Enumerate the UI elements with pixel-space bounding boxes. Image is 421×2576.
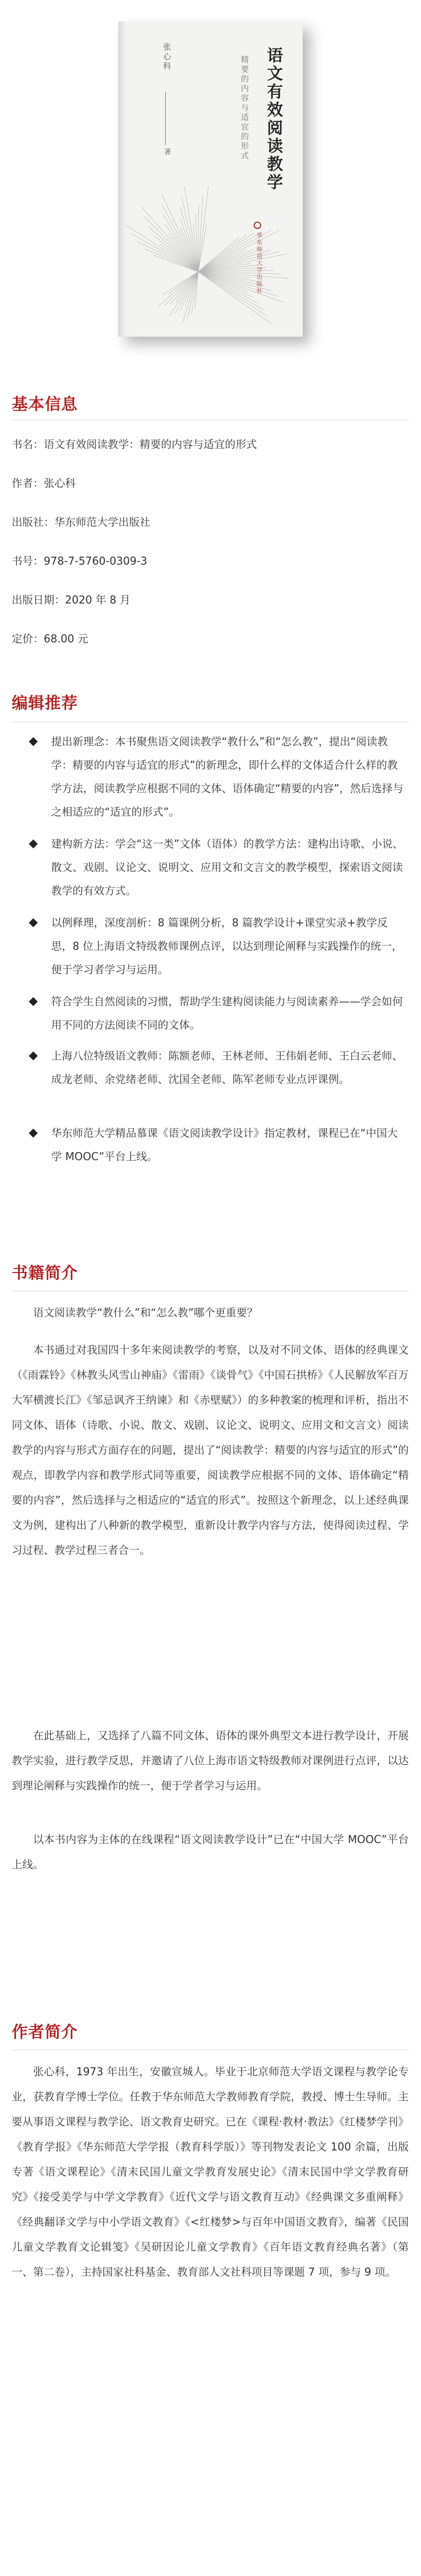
diamond-bullet-icon: ◆: [29, 735, 38, 748]
info-price: 定价：68.00 元: [12, 632, 88, 645]
recommendation-item: ◆ 建构新方法：学会“这一类”文体（语体）的教学方法：建构出诗歌、小说、散文、戏剧、议论文、说明文、应用文和文言文的教学模型，探索语文阅读教学的有效方式。: [29, 837, 403, 897]
intro-heading: 书籍简介: [12, 1264, 78, 1283]
diamond-bullet-icon: ◆: [29, 837, 38, 850]
recommendation-section: [0, 682, 421, 1236]
cover-art-line: [158, 272, 198, 307]
basic-info-section: [0, 379, 421, 680]
diamond-bullet-icon: ◆: [29, 994, 38, 1008]
recommendation-item: ◆ 提出新理念：本书聚焦语文阅读教学“教什么”和“怎么教”，提出“阅读教学：精要的内容与适宜的形式”的新理念，即什么样的文体适合什么样的教学方法，阅读教学应根据不同的文体、语体确定“精要的内容”，然后选择与之相适应的“适宜的形式”。: [29, 735, 403, 818]
cover-art-line: [198, 205, 199, 272]
author-heading: 作者简介: [12, 2023, 78, 2042]
recommendation-item: ◆ 以例释理，深度剖析：8 篇课例分析，8 篇教学设计+课堂实录+教学反思，8 位上海语文特级教师课例点评，以达到理论阐释与实践操作的统一，便于学习者学习与运用。: [29, 916, 403, 976]
cover-art-line: [198, 249, 255, 272]
diamond-bullet-icon: ◆: [29, 1126, 38, 1139]
intro-paragraph: 以本书内容为主体的在线课程“语文阅读教学设计”已在“中国大学 MOOC”平台上线。: [12, 1833, 409, 1871]
info-publisher: 出版社：华东师范大学出版社: [12, 516, 150, 528]
cover-author-rule: [165, 92, 166, 145]
intro-paragraph: 本书通过对我国四十多年来阅读教学的考察，以及对不同文体、语体的经典课文（《雨霖铃》《林教头风雪山神庙》《雷雨》《谈骨气》《中国石拱桥》《人民解放军百万大军横渡长江》《邹忌讽齐王纳谏》和《赤壁赋》）的多种教案的梳理和评析，指出不同文体、语体（诗歌、小说、散文、戏剧、议论文、说明文、应用文和文言文）阅读教学的内容与形式方面存在的问题，提出了“阅读教学：精要的内容与适宜的形式”的观点，即教学内容和教学形式同等重要，阅读教学应根据不同的文体、语体确定“精要的内容”，然后选择与之相适应的“适宜的形式”。按照这个新理念，以上述经典课文为例，建构出了八种新的教学模型，重新设计教学内容与方法，使得阅读过程、学习过程、教学过程三者合一。: [12, 1343, 409, 1556]
cover-art-line: [149, 226, 198, 272]
recommendation-item: ◆ 华东师范大学精品慕课《语文阅读教学设计》指定教材，课程已在“中国大学 MOOC”平台上线。: [29, 1126, 398, 1163]
cover-art-line: [198, 272, 253, 297]
cover-title: 语文有效阅读教学: [264, 47, 282, 192]
cover-author: 张心科: [162, 43, 172, 71]
info-pub-date: 出版日期：2020 年 8 月: [12, 593, 131, 606]
diamond-bullet-icon: ◆: [29, 916, 38, 929]
cover-art-line: [169, 272, 198, 316]
info-book-title: 书名：语文有效阅读教学：精要的内容与适宜的形式: [12, 438, 257, 451]
recommendation-item: ◆ 上海八位特级语文教师：陈额老师、王林老师、王伟娟老师、王白云老师、成龙老师、余党绪老师、沈国全老师、陈军老师专业点评课例。: [29, 1049, 403, 1086]
cover-art-line: [141, 207, 198, 272]
book-cover-image: [118, 21, 303, 337]
cover-area: [0, 0, 421, 378]
recommendation-heading: 编辑推荐: [12, 694, 78, 713]
recommendation-item: ◆ 符合学生自然阅读的习惯，帮助学生建构阅读能力与阅读素养——学会如何用不同的方法阅读不同的文体。: [29, 994, 403, 1031]
diamond-bullet-icon: ◆: [29, 1049, 38, 1062]
cover-art-line: [198, 272, 284, 303]
publisher-logo-icon: [254, 222, 261, 229]
cover-art-line: [198, 224, 207, 272]
info-author: 作者：张心科: [12, 477, 76, 490]
info-isbn: 书号：978-7-5760-0309-3: [12, 555, 148, 567]
cover-subtitle: 精要的内容与适宜的形式: [240, 55, 249, 161]
cover-art-line: [198, 195, 203, 272]
author-paragraph: 张心科，1973 年出生，安徽宣城人。毕业于北京师范大学语文课程与教学论专业，获教育学博士学位。任教于华东师范大学教师教育学院，教授、博士生导师。主要从事语文课程与教学论、语文教育史研究。已在《课程·教材·教法》《红楼梦学刊》《教育学报》《华东师范大学学报（教育科学版）》等刊物发表论文 100 余篇，出版专著《语文课程论》《清末民国儿童文学教育发展史论》《清末民国中学文学教育研究》《接受美学与中学文学教育》《近代文学与语文教育互动》《经典课文多重阐释》《经典翻译文学与中小学语文教育》《<红楼梦>与百年中国语文教育》，编著《民国儿童文学教育文论辑笺》《吴研因论儿童文学教育》《百年语文教育经典名著》（第一、第二卷），主持国家社科基金、教育部人文社科项目等课题 7 项，参与 9 项。: [12, 2065, 409, 2278]
cover-publisher: 华东师范大学出版社: [256, 232, 263, 295]
intro-paragraph: 语文阅读教学“教什么”和“怎么教”哪个更重要？: [33, 1306, 258, 1319]
author-section: [0, 2013, 421, 2573]
intro-paragraph: 在此基础上，又选择了八篇不同文体、语体的课外典型文本进行教学设计，开展教学实验，进行教学反思，并邀请了八位上海市语文特级教师对课例进行点评，以达到理论阐释与实践操作的统一，便于学者学习与运用。: [12, 1729, 409, 1792]
cover-art-line: [198, 186, 208, 272]
cover-art-line: [144, 217, 198, 272]
basic-info-heading: 基本信息: [12, 395, 78, 414]
cover-author-suffix: 著: [163, 148, 171, 155]
intro-section: [0, 1254, 421, 2006]
cover-art-line: [169, 234, 198, 272]
